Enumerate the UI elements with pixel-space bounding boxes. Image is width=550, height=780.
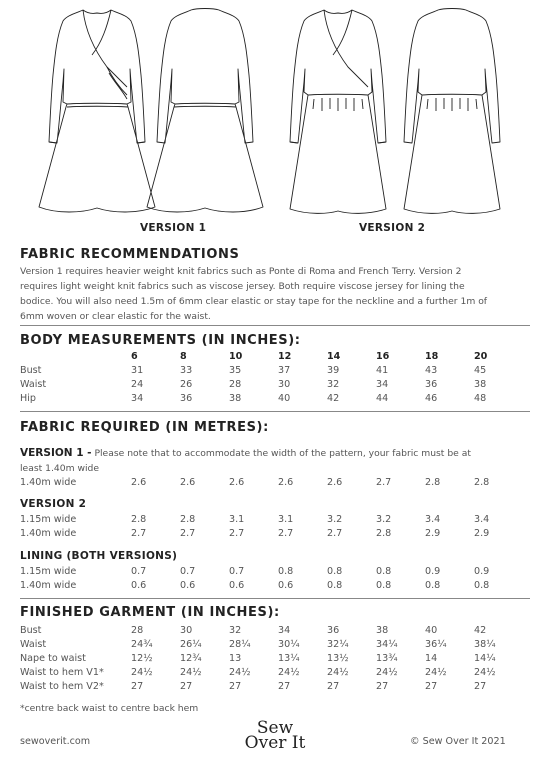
table-row: 1.15m wide 0.7 0.7 0.7 0.8 0.8 0.8 0.9 0.9 [20,566,490,577]
version2-fabric-heading: VERSION 2 [20,498,87,510]
table-row: 1.40m wide 2.7 2.7 2.7 2.7 2.7 2.8 2.9 2.9 [20,528,490,539]
finished-garment-heading: FINISHED GARMENT (IN INCHES): [20,605,280,620]
size-header-row: 6 8 10 12 14 16 18 20 [131,351,488,362]
lining-fabric-table [20,565,523,593]
table-row: Waist 24¾ 26¼ 28¼ 30¼ 32¼ 34¼ 36¼ 38¼ [20,639,496,650]
section-divider [20,325,530,326]
section-divider [20,411,530,412]
lining-fabric-heading: LINING (BOTH VERSIONS) [20,550,178,562]
table-row: Nape to waist 12½ 12¾ 13 13¼ 13½ 13¾ 14 14¼ [20,653,496,664]
brand-logo: Sew Over It [244,718,306,753]
version1-back-drawing [147,9,263,213]
fabric-recommendations-text: Version 1 requires heavier weight knit fabrics such as Ponte di Roma and French Terry. Version 2 requires light weight knit fabrics such as viscose jersey. Both require viscose jersey for lining the bodice. You will also need 1.5m of 6mm clear elastic or stay tape for the neckline and a further 1m of 6mm woven or clear elastic for the waist. [20,266,488,322]
copyright: © Sew Over It 2021 [410,736,506,747]
body-measurements-heading: BODY MEASUREMENTS (IN INCHES): [20,333,301,348]
table-row: 1.15m wide 2.8 2.8 3.1 3.1 3.2 3.2 3.4 3.4 [20,514,490,525]
fabric-recommendations-heading: FABRIC RECOMMENDATIONS [20,247,240,262]
table-row: Bust 31 33 35 37 39 41 43 45 [20,365,487,376]
table-row: Hip 34 36 38 40 42 44 46 48 [20,393,487,404]
version2-fabric-table [20,513,523,541]
version1-fabric-table [20,476,523,490]
fabric-required-heading: FABRIC REQUIRED (IN METRES): [20,420,269,435]
version1-front-drawing [39,10,155,212]
section-divider [20,598,530,599]
version1-fabric-note: VERSION 1 - Please note that to accommodate the width of the pattern, your fabric must be at least 1.40m wide [20,447,471,474]
version2-front-drawing [290,10,386,213]
footnote: *centre back waist to centre back hem [20,703,199,714]
version1-label: VERSION 1 [140,222,207,234]
body-measurements-table [20,350,523,406]
table-row: 1.40m wide 2.6 2.6 2.6 2.6 2.6 2.7 2.8 2.8 [20,477,490,488]
table-row: Bust 28 30 32 34 36 38 40 42 [20,625,487,636]
table-row: Waist 24 26 28 30 32 34 36 38 [20,379,487,390]
table-row: 1.40m wide 0.6 0.6 0.6 0.6 0.8 0.8 0.8 0.8 [20,580,490,591]
technical-drawings [0,0,550,235]
version2-label: VERSION 2 [359,222,426,234]
table-row: Waist to hem V2* 27 27 27 27 27 27 27 27 [20,681,487,692]
version2-back-drawing [404,9,500,214]
table-row: Waist to hem V1* 24½ 24½ 24½ 24½ 24½ 24½ 24½ 24½ [20,667,496,678]
website-url: sewoverit.com [20,736,91,747]
finished-garment-table [20,624,523,694]
